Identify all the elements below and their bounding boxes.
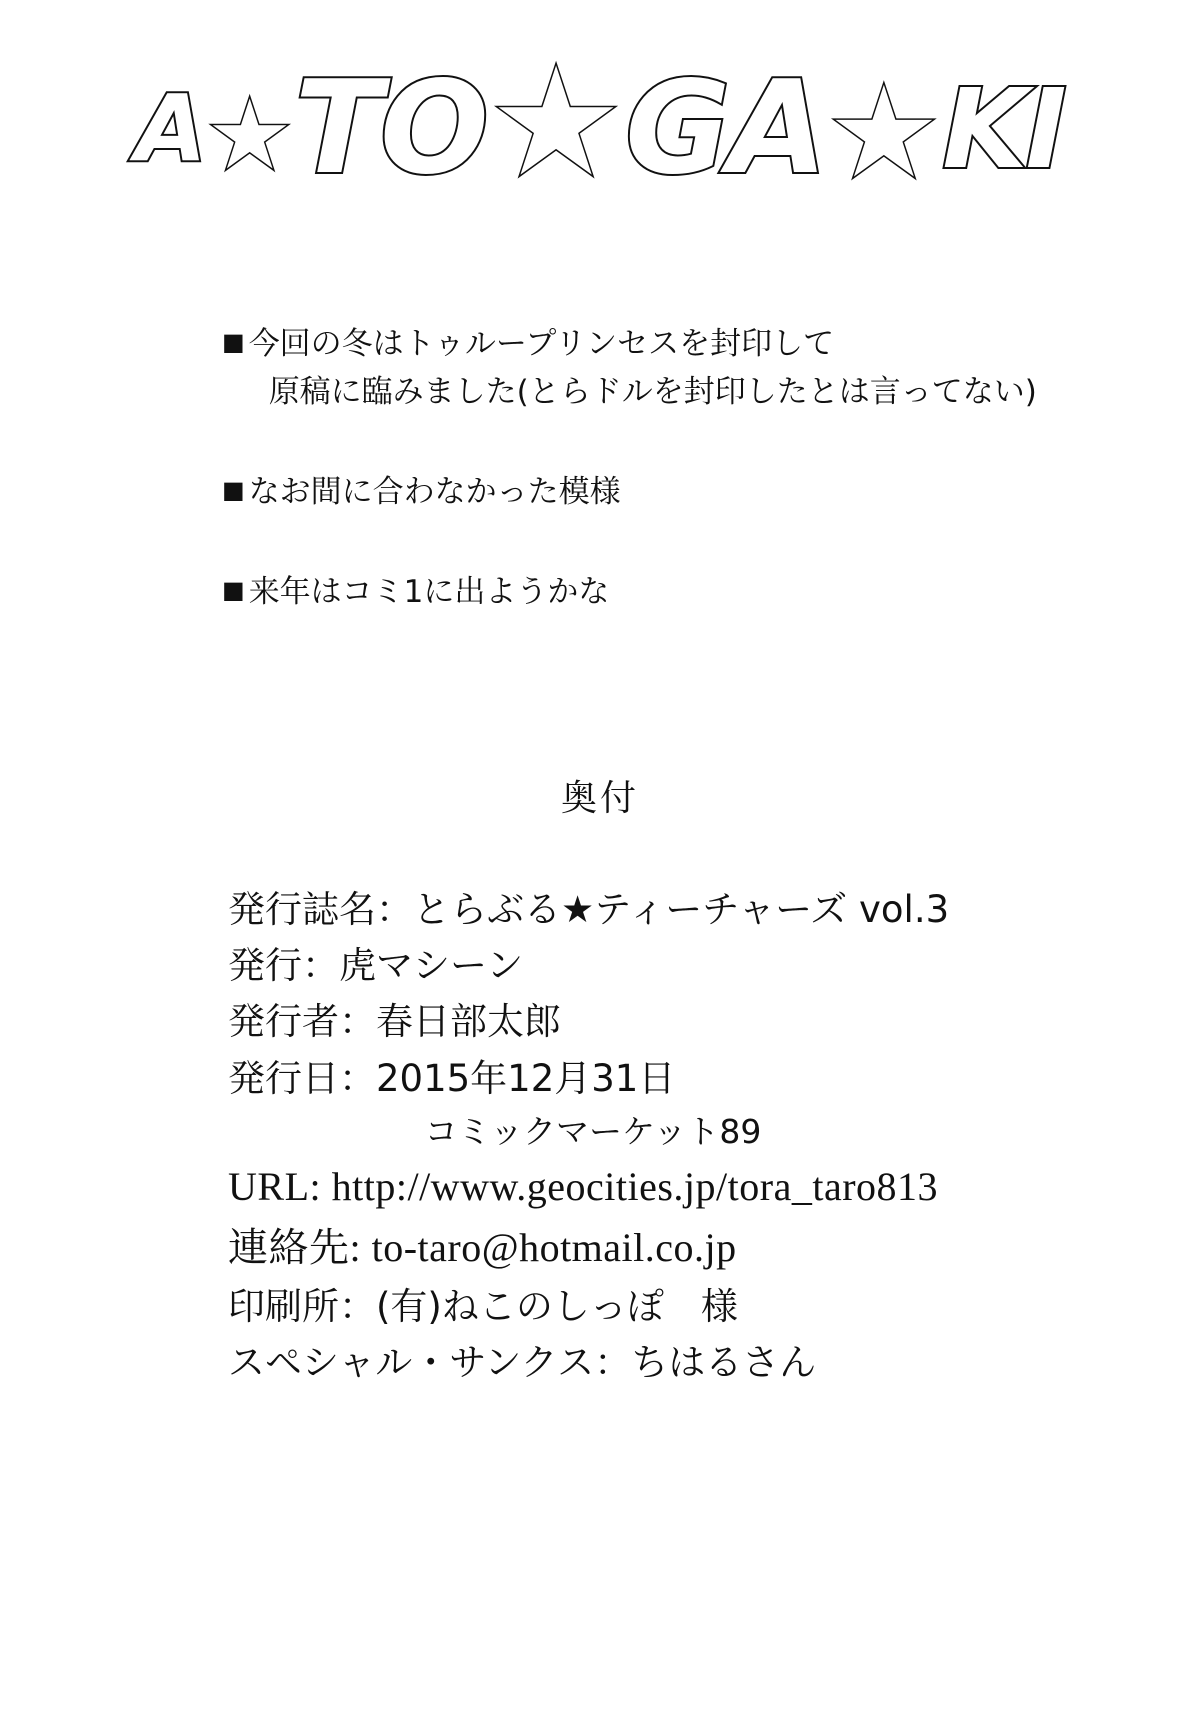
square-bullet-icon: ■ — [222, 476, 245, 505]
star-icon: ★ — [827, 59, 941, 206]
square-bullet-icon: ■ — [222, 328, 245, 356]
colophon-author-row: 発行者：春日部太郎 — [228, 1000, 561, 1044]
title-row — [135, 36, 1065, 210]
square-bullet-icon: ■ — [222, 576, 245, 605]
colophon-date-row: 発行日：2015年12月31日 — [228, 1056, 676, 1100]
colophon-event-row: コミックマーケット89 — [424, 1111, 762, 1151]
note-line: 来年はコミ1に出ようかな — [248, 574, 610, 611]
colophon-printer-row: 印刷所：(有)ねこのしっぽ 様 — [228, 1284, 738, 1328]
note-item — [222, 468, 1082, 516]
colophon-block — [228, 882, 1128, 1391]
colophon-contact-row[interactable]: 連絡先: to-taro@hotmail.co.jp — [228, 1224, 737, 1270]
colophon-publisher-row: 発行：虎マシーン — [228, 944, 524, 988]
star-icon: ★ — [206, 79, 293, 191]
colophon-title-row: 発行誌名：とらぶる★ティーチャーズ vol.3 — [228, 888, 950, 931]
star-icon: ★ — [488, 36, 624, 210]
note-item — [222, 568, 1082, 616]
note-item — [222, 320, 1082, 416]
title-letter-ga: GA — [625, 54, 826, 203]
note-text — [249, 568, 610, 616]
note-line: なお間に合わなかった模様 — [248, 474, 621, 511]
note-line: 今回の冬はトゥループリンセスを封印して — [248, 326, 835, 362]
notes-list — [222, 320, 1082, 662]
title-letter-a: A — [135, 75, 205, 182]
colophon-heading: 奥付 — [560, 778, 639, 819]
colophon-thanks-row: スペシャル・サンクス：ちはるさん — [228, 1340, 817, 1384]
note-line: 原稿に臨みました(とらドルを封印したとは言ってない) — [268, 374, 1037, 411]
note-text — [249, 320, 1037, 416]
title-letter-ki: KI — [942, 65, 1065, 193]
page-title — [0, 36, 1200, 210]
colophon-url-row[interactable]: URL: http://www.geocities.jp/tora_taro813 — [228, 1164, 939, 1210]
note-text — [249, 468, 621, 516]
title-letter-to: TO — [294, 54, 487, 203]
